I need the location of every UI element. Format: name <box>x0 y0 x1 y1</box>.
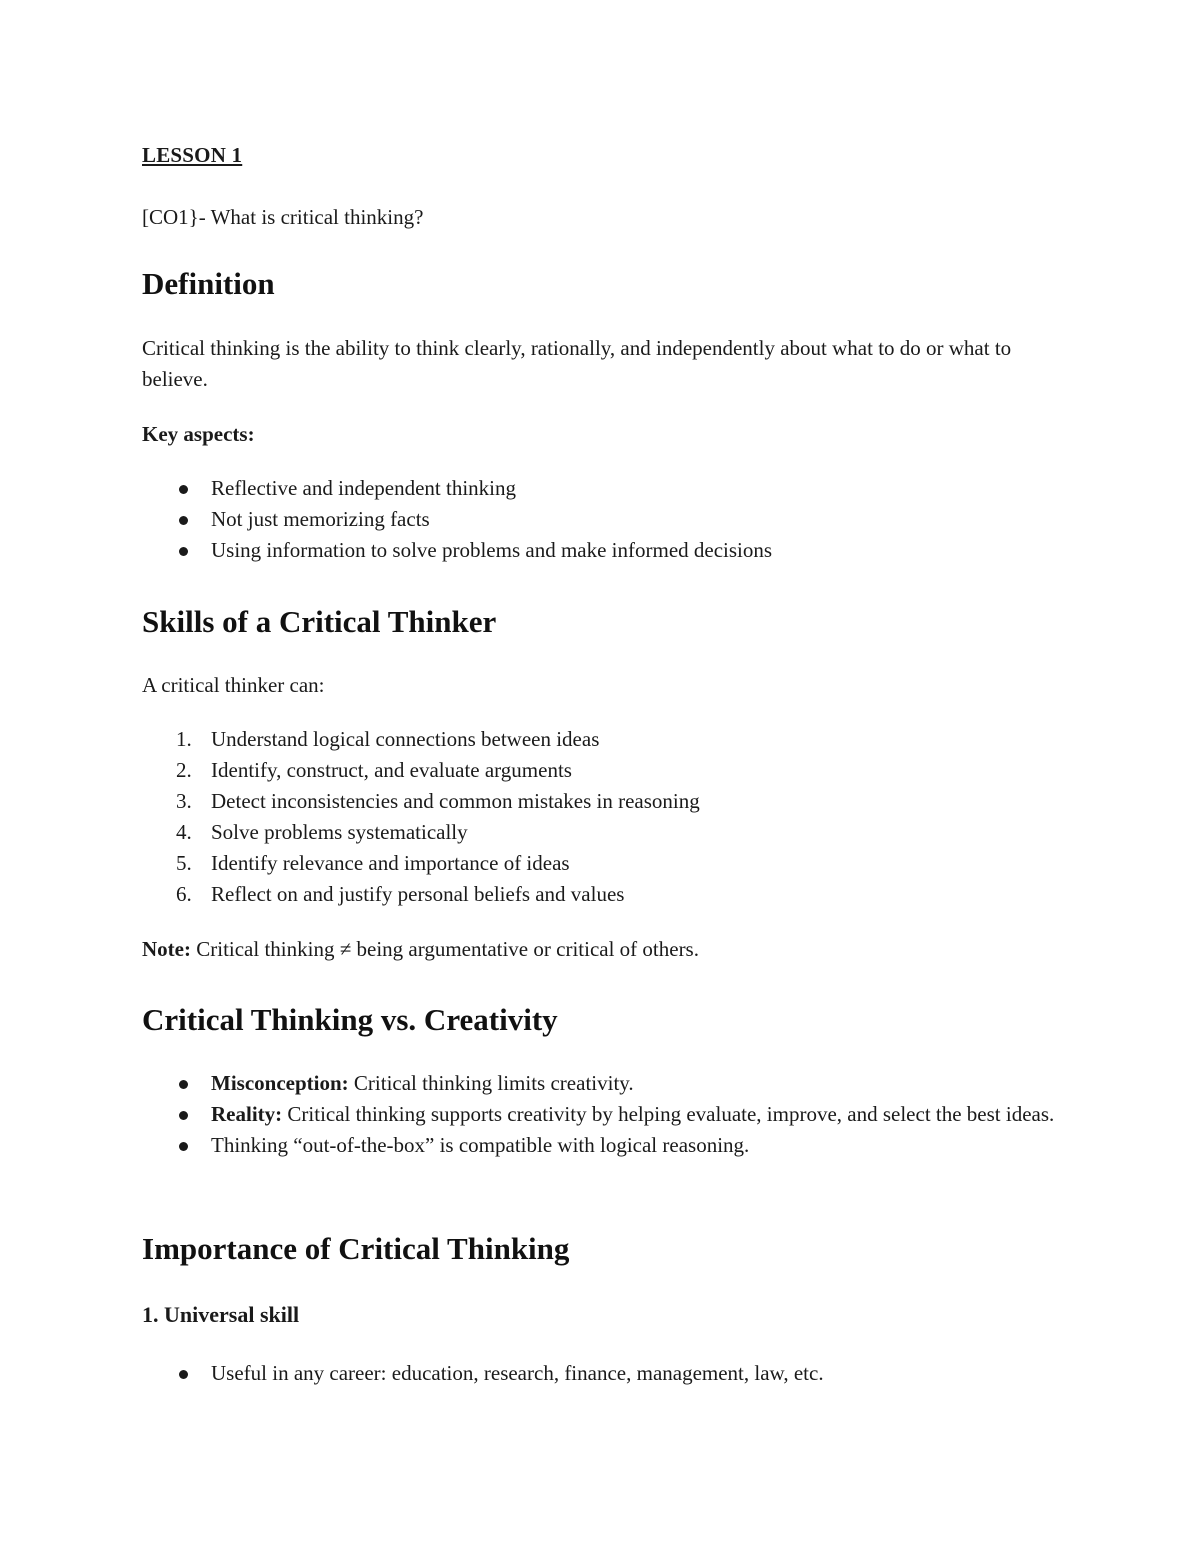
list-item: Useful in any career: education, research, finance, management, law, etc. <box>142 1358 1057 1389</box>
skills-heading: Skills of a Critical Thinker <box>142 604 497 639</box>
list-item: 4. Solve problems systematically <box>176 820 468 844</box>
definition-heading: Definition <box>142 266 275 301</box>
importance-list <box>142 1358 1057 1389</box>
bullet-icon <box>179 485 188 494</box>
bullet-icon <box>179 1370 188 1379</box>
list-item: 6. Reflect on and justify personal beliefs and values <box>176 882 625 906</box>
bullet-icon <box>179 1080 188 1089</box>
key-aspects-list <box>142 473 1057 566</box>
list-item: Reflective and independent thinking <box>142 473 1057 504</box>
skills-note <box>142 934 1057 965</box>
note-text: Critical thinking ≠ being argumentative or critical of others. <box>190 937 699 961</box>
skills-list <box>142 724 1057 910</box>
note-label: Note: <box>142 937 191 961</box>
lesson-subtitle: [CO1}- What is critical thinking? <box>142 205 424 229</box>
universal-skill-heading: 1. Universal skill <box>142 1302 300 1327</box>
bullet-icon <box>179 516 188 525</box>
bullet-icon <box>179 1111 188 1120</box>
bullet-icon <box>179 547 188 556</box>
definition-text: Critical thinking is the ability to think clearly, rationally, and independently about what to do or what to believe. <box>142 336 1012 391</box>
creativity-heading: Critical Thinking vs. Creativity <box>142 1002 558 1037</box>
list-item: Misconception: Critical thinking limits creativity. <box>142 1068 1057 1099</box>
key-aspects-label <box>142 419 1057 450</box>
skills-intro: A critical thinker can: <box>142 673 325 697</box>
list-item: 2. Identify, construct, and evaluate arguments <box>176 758 572 782</box>
list-item: Reality: Critical thinking supports creativity by helping evaluate, improve, and select the best ideas. <box>142 1099 1057 1130</box>
lesson-title: LESSON 1 <box>142 143 243 167</box>
creativity-list <box>142 1068 1057 1161</box>
key-aspects-label-text: Key aspects: <box>142 422 255 446</box>
importance-heading: Importance of Critical Thinking <box>142 1231 570 1266</box>
list-item: 5. Identify relevance and importance of ideas <box>176 851 570 875</box>
list-item: Using information to solve problems and make informed decisions <box>142 535 1057 566</box>
list-item: Thinking “out-of-the-box” is compatible with logical reasoning. <box>142 1130 1057 1161</box>
bullet-icon <box>179 1142 188 1151</box>
list-item: 3. Detect inconsistencies and common mistakes in reasoning <box>176 789 700 813</box>
list-item: 1. Understand logical connections between ideas <box>176 727 600 751</box>
list-item: Not just memorizing facts <box>142 504 1057 535</box>
